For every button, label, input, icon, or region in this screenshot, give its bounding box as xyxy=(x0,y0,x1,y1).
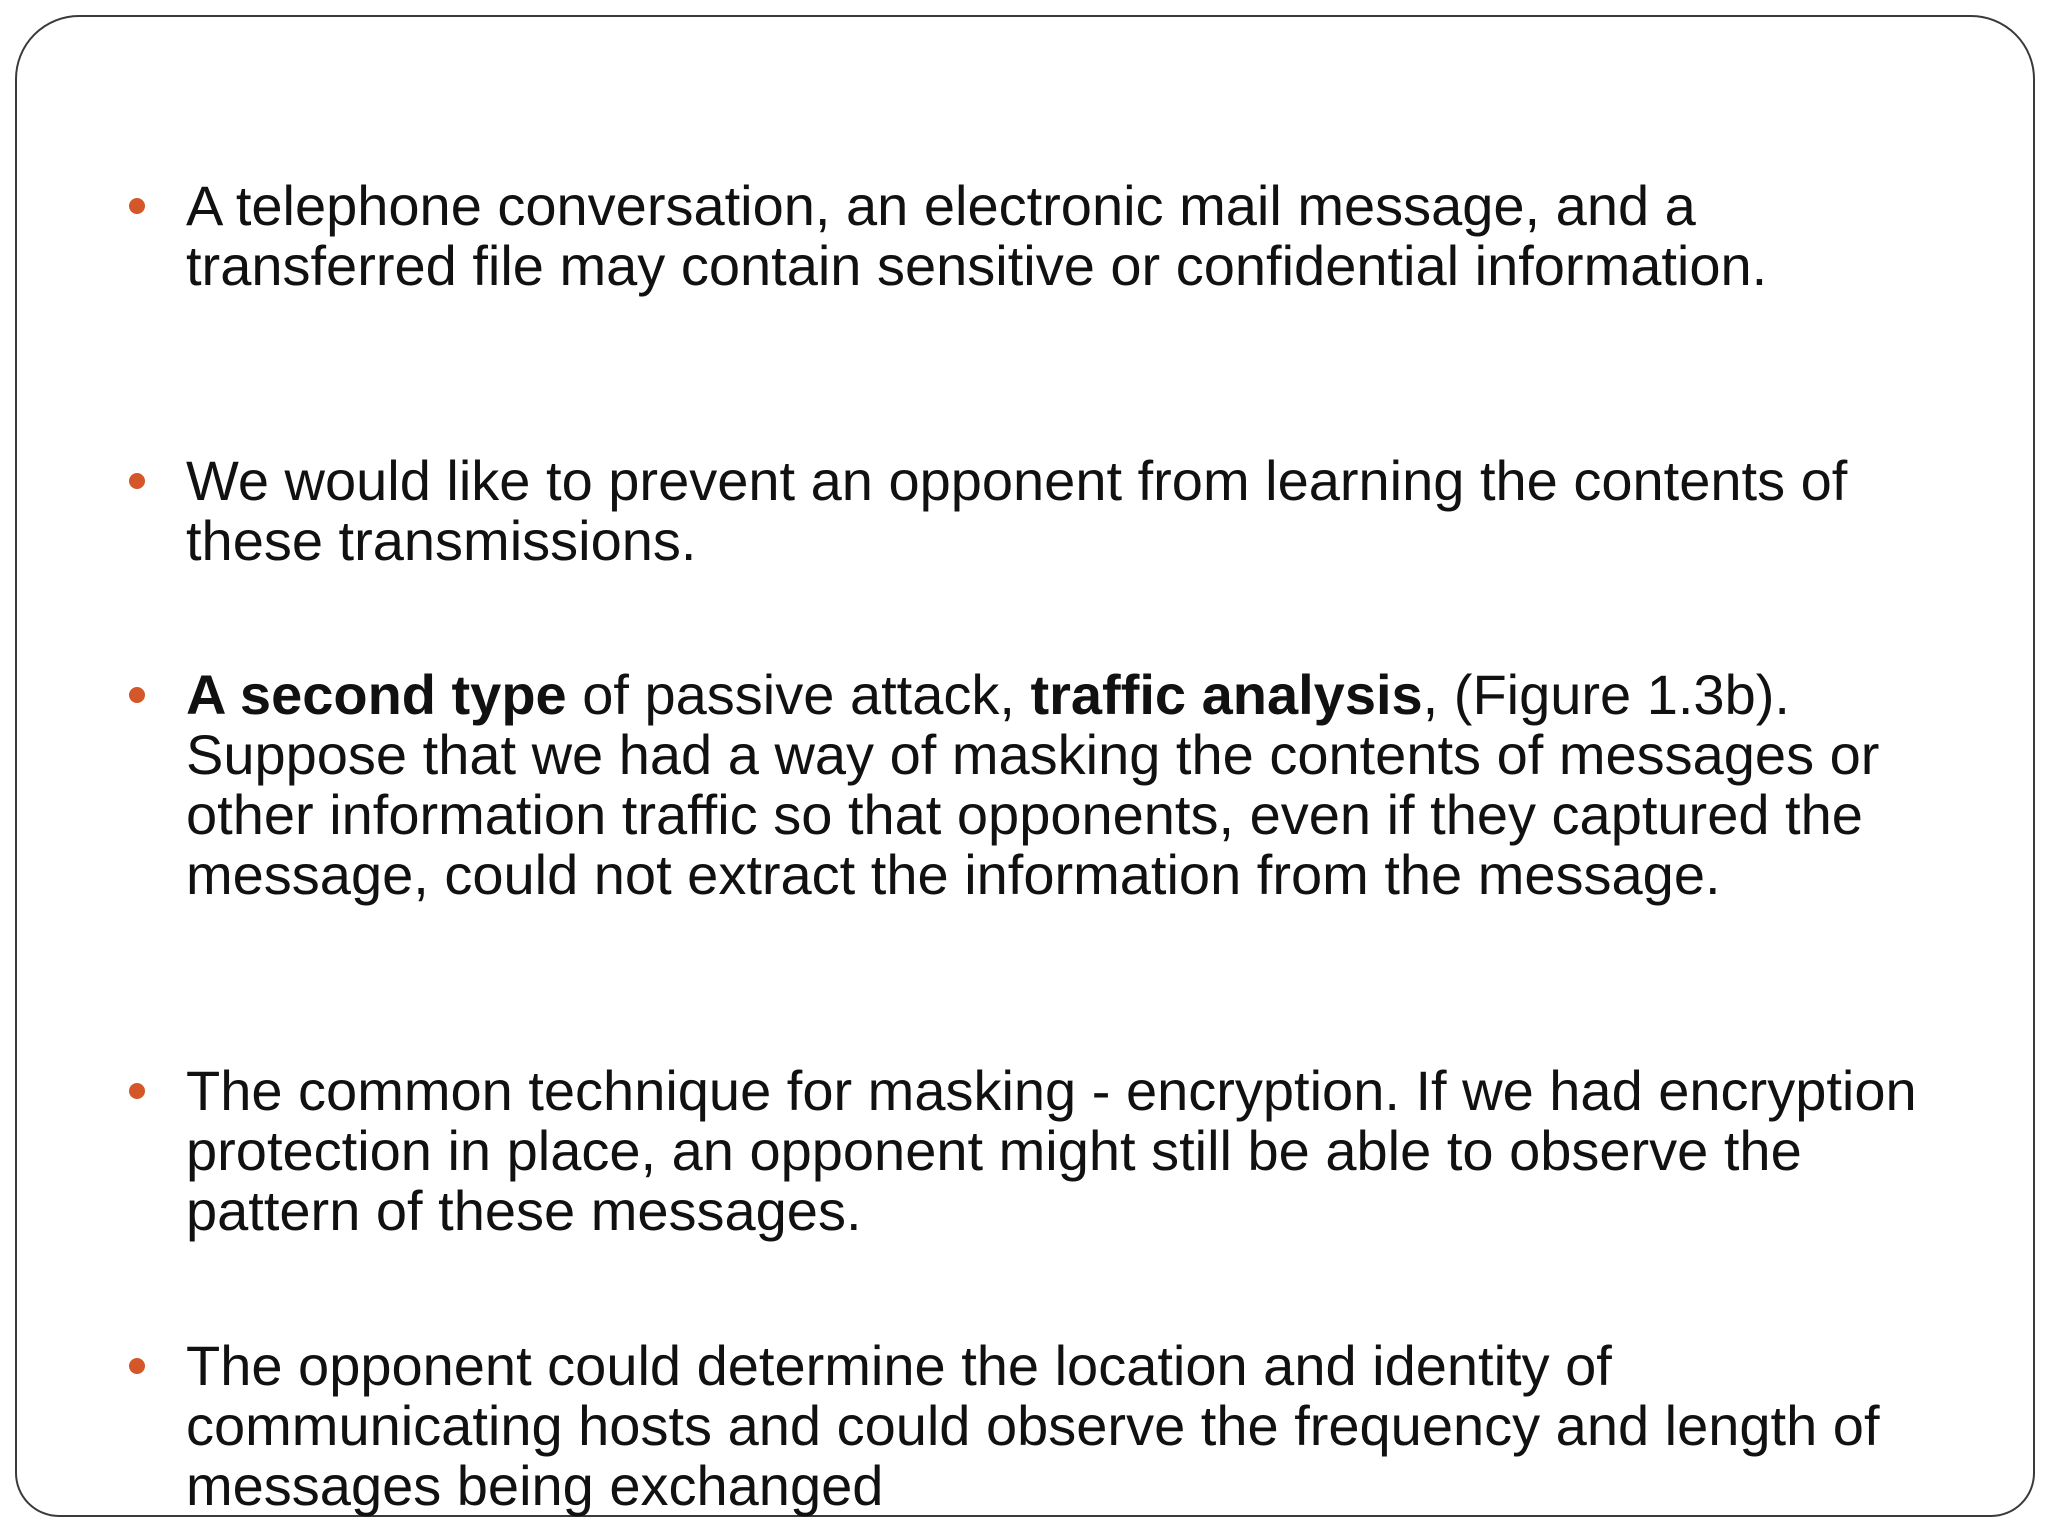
bullet-item-encryption xyxy=(186,1061,1946,1241)
bold-term-second-type: A second type xyxy=(186,663,567,726)
bullet-text: A telephone conversation, an electronic mail message, and a transferred file may contain sensitive or confidential information. xyxy=(186,174,1768,297)
bullet-text: We would like to prevent an opponent from learning the contents of these transmissions. xyxy=(186,449,1848,572)
bullet-item-opponent-determine xyxy=(186,1336,1946,1516)
bullet-text: The common technique for masking - encryption. If we had encryption protection in place, an opponent might still be able to observe the pattern of these messages. xyxy=(186,1059,1917,1242)
bullet-text-part: of passive attack, xyxy=(566,663,1031,726)
bullet-item-traffic-analysis xyxy=(186,665,1946,905)
bullet-dot-icon xyxy=(129,1083,145,1099)
bullet-dot-icon xyxy=(129,687,145,703)
bullet-dot-icon xyxy=(129,198,145,214)
bullet-item-telephone xyxy=(186,176,1946,296)
bullet-item-prevent-opponent xyxy=(186,451,1946,571)
bullet-dot-icon xyxy=(129,473,145,489)
bullet-text: The opponent could determine the location and identity of communicating hosts and could observe the frequency and length of messages being exchanged xyxy=(186,1334,1880,1517)
bold-term-traffic-analysis: traffic analysis xyxy=(1030,663,1423,726)
bullet-dot-icon xyxy=(129,1358,145,1374)
bullet-text-part: , (Figure 1.3b). Suppose that we had a way of masking the contents of messages or other information traffic so that opponents, even if they captured the message, could not extract the information from the message. xyxy=(186,663,1880,906)
